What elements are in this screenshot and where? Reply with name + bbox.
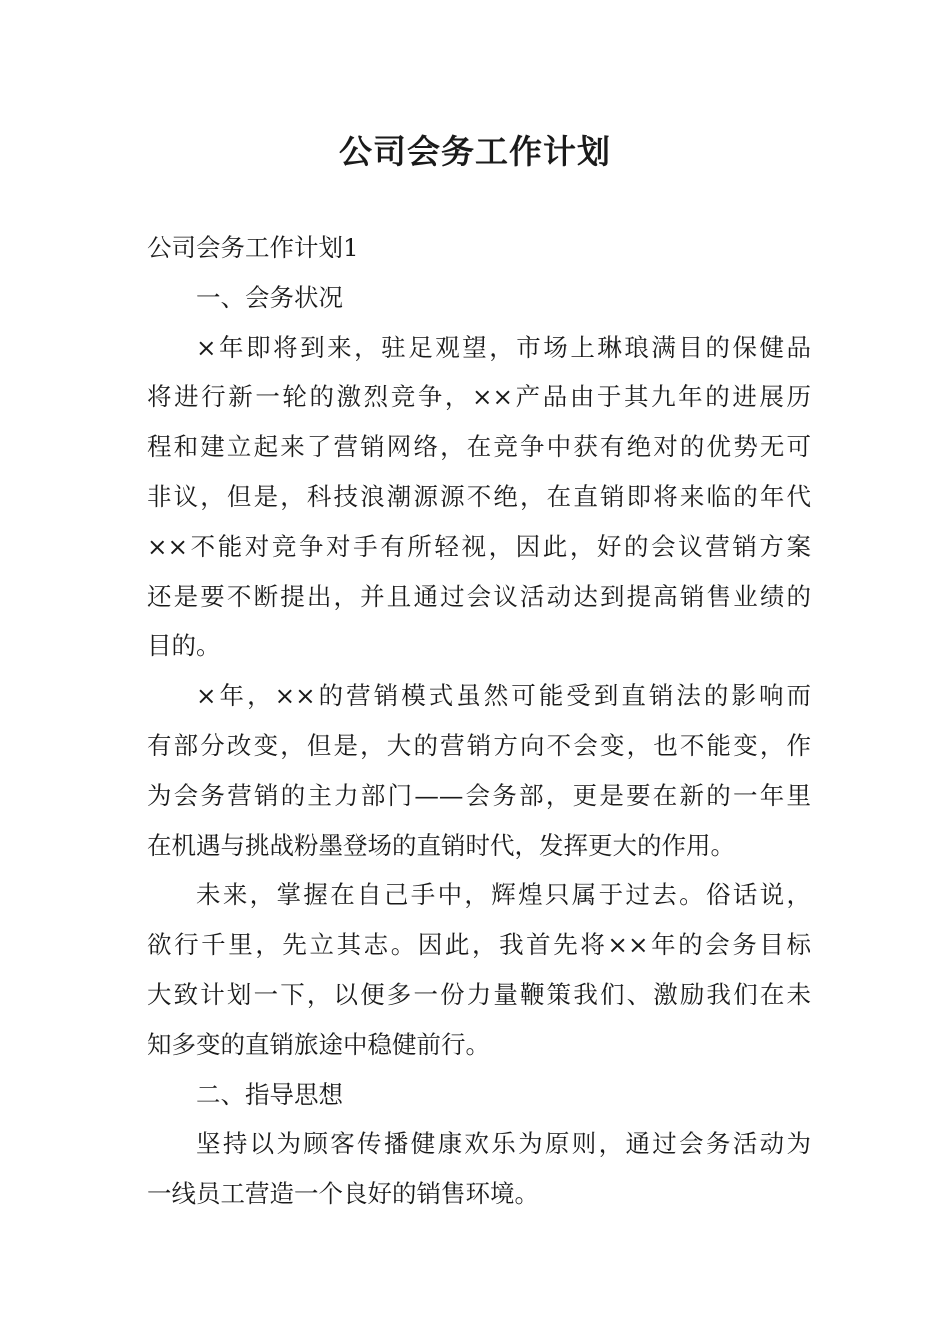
- heading-situation: 一、会务状况: [196, 282, 343, 312]
- paragraph-line: ×年即将到来，驻足观望，市场上琳琅满目的保健品: [196, 332, 811, 362]
- heading-guiding-idea: 二、指导思想: [196, 1079, 343, 1109]
- paragraph-line: 目的。: [147, 631, 221, 661]
- paragraph-line: 知多变的直销旅途中稳健前行。: [147, 1029, 490, 1059]
- paragraph-line: 坚持以为顾客传播健康欢乐为原则，通过会务活动为: [196, 1129, 811, 1159]
- document-body: [147, 223, 811, 1219]
- paragraph-line: 一线员工营造一个良好的销售环境。: [147, 1179, 539, 1209]
- paragraph-line: 未来，掌握在自己手中，辉煌只属于过去。俗话说，: [196, 880, 811, 910]
- paragraph-line: ×年，××的营销模式虽然可能受到直销法的影响而: [196, 681, 811, 711]
- paragraph-situation-3: [147, 870, 811, 1069]
- paragraph-line: 为会务营销的主力部门——会务部，更是要在新的一年里: [147, 780, 811, 810]
- paragraph-line: 有部分改变，但是，大的营销方向不会变，也不能变，作: [147, 730, 811, 760]
- paragraph-line: 程和建立起来了营销网络，在竞争中获有绝对的优势无可: [147, 432, 811, 462]
- paragraph-situation-1: [147, 323, 811, 672]
- document-title: 公司会务工作计划: [339, 132, 611, 171]
- paragraph-line: 还是要不断提出，并且通过会议活动达到提高销售业绩的: [147, 581, 811, 611]
- paragraph-line: 大致计划一下，以便多一份力量鞭策我们、激励我们在未: [147, 979, 811, 1009]
- paragraph-guiding-idea: [147, 1119, 811, 1219]
- paragraph-line: 将进行新一轮的激烈竞争，××产品由于其九年的进展历: [147, 382, 811, 412]
- paragraph-line: 非议，但是，科技浪潮源源不绝，在直销即将来临的年代: [147, 481, 811, 511]
- section-title: 公司会务工作计划1: [147, 233, 359, 262]
- paragraph-line: 在机遇与挑战粉墨登场的直销时代，发挥更大的作用。: [147, 830, 735, 860]
- paragraph-line: ××不能对竞争对手有所轻视，因此，好的会议营销方案: [147, 531, 811, 561]
- paragraph-line: 欲行千里，先立其志。因此，我首先将××年的会务目标: [147, 930, 811, 960]
- paragraph-situation-2: [147, 671, 811, 870]
